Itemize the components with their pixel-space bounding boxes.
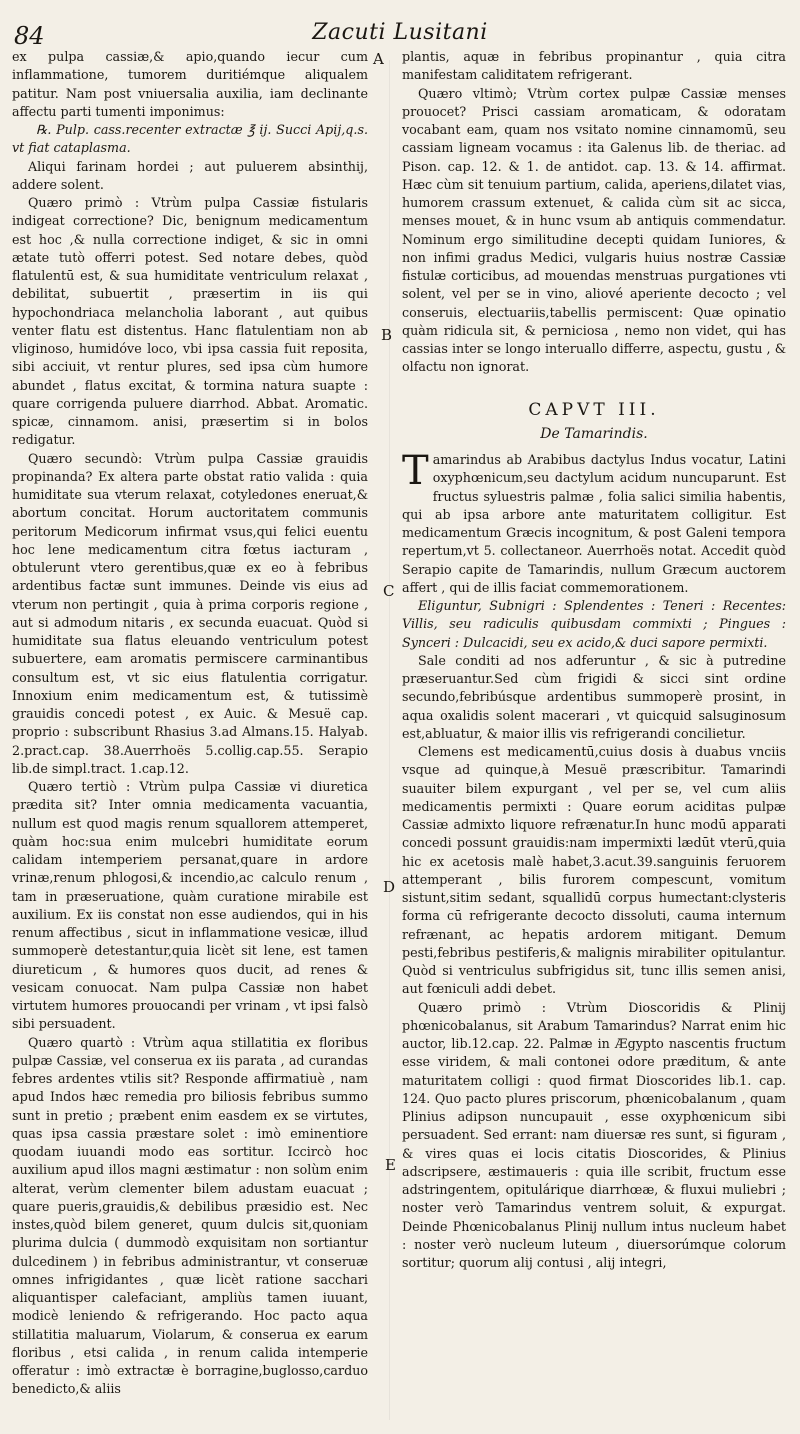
chapter-body	[402, 448, 786, 597]
running-title: Zacuti Lusitani	[312, 20, 488, 45]
chapter-subtitle: De Tamarindis.	[540, 425, 648, 442]
column-gutter	[389, 60, 390, 1420]
right-paragraph-7: Quæro primò : Vtrùm Dioscoridis & Plinij phœnicobalanus, sit Arabum Tamarindus? Narrat enim hic auctor, lib.12.cap. 22. Palmæ in Ægypto nascentis fructum esse viridem, & mali contonei odore præditum, & ante maturitatem colligi : quod firmat Dioscorides lib.1. cap. 124. Quo pacto plures priscorum, phœnicobalanum , quam Plinius adipson nuncupauit , esse oxyphœnicum sibi persuadent. Sed errant: nam diuersæ res sunt, si figuram , & vires quas ei locis citatis Dioscorides, & Plinius adscripsere, æstimaueris : quia ille scribit, fructum esse adstringentem, opitulárique diarrhœæ, & fluxui muliebri ; noster verò Tamarindus ventrem soluit, & expurgat. Deinde Phœnicobalanus Plinij nullum intus nucleum habet : noster verò nucleum luteum , diuersorúmque colorum sortitur; quorum alij contusi , alij integri,	[402, 999, 786, 1270]
prescription-line: ℞. Pulp. cass.recenter extractæ ℥ ij. Succi Apij,q.s. vt fiat cataplasma.	[12, 122, 368, 156]
left-paragraph-4: Quæro primò : Vtrùm pulpa Cassiæ fistularis indigeat correctione? Dic, benignum medicamentum est hoc ,& nulla correctione indiget, & sic in omni ætate tutò offerri potest. Sed notare debes, quòd flatulentū est, & sua humiditate ventriculum relaxat , debilitat, subuertit , præsertim in iis qui hypochondriaca melancholia laborant , aut quibus venter flatu est distentus. Hanc flatulentiam non ab vliginoso, humidóve loco, vbi ipsa cassia fuit reposita, sibi acciuit, vt rentur plures, sed ipsa cùm humore abundet , flatus excitat, & tormina natura suapte : quare corrigenda puluere diarrhod. Abbat. Aromatic. spicæ, cinnamom. anisi, præsertim si in bolos redigatur.	[12, 195, 368, 448]
left-paragraph-6: Quæro tertiò : Vtrùm pulpa Cassiæ vi diuretica prædita sit? Inter omnia medicamenta vacuantia, nullum est quod magis renum squallorem attemperet, quàm hoc:sua enim mulcebri humiditate eorum calidam intemperiem persanat,quare in ardore vrinæ,renum phlogosi,& incendio,ac calculo renum , tam in præseruatione, quàm curatione mirabile est auxilium. Ex iis constat non esse audiendos, qui in his renum affectibus , sicut in inflammatione vesicæ, illud summoperè detestantur,quia licèt sit lene, est tamen diureticum , & humores quos ducit, ad renes & vesicam conuocat. Nam pulpa Cassiæ non habet virtutem humores prouocandi per vrinam , vt ipsi falsò sibi persuadent.	[12, 779, 368, 1032]
margin-letter-c: C	[383, 582, 395, 600]
right-paragraph-3: Tamarindus ab Arabibus dactylus Indus vocatur, Latini oxyphœnicum,seu dactylum acidum nuncuparunt. Est fructus syluestris palmæ , folia salici similia habentis, qui ab ipsa arbore ante maturitatem colligitur. Est medicamentum Græcis incognitum, & post Galeni tempora repertum,vt 5. collectaneor. Auerrhoës notat. Accedit quòd Serapio capite de Tamarindis, nullum Græcum auctorem affert , qui de illis faciat commemorationem.	[402, 448, 786, 595]
margin-letter-a: A	[373, 50, 384, 68]
right-paragraph-4: Eliguntur, Subnigri : Splendentes : Teneri : Recentes: Villis, seu radiculis quibusdam commixti ; Pingues : Synceri : Dulcacidi, seu ex acido,& duci sapore permixti.	[402, 598, 786, 650]
right-paragraph-2: Quæro vltimò; Vtrùm cortex pulpæ Cassiæ menses prouocet? Prisci cassiam aromaticam, & odoratam vocabant eam, quam nos vsitato nomine cinnamomū, seu cassiam ligneam vocamus : ita Galenus lib. de theriac. ad Pison. cap. 12. & 1. de antidot. cap. 13. & 14. affirmat. Hæc cùm sit tenuium partium, calida, aperiens,dilatet vias, humorem crassum extenuet, & calida cùm sit ac sicca, menses mouet, & in hunc vsum ab antiquis commendatur. Nominum ergo similitudine decepti quidam Iuniores, & non infimi gradus Medici, vulgaris huius nostræ Cassiæ fistulæ corticibus, ad mouendas menstruas purgationes vti solent, vel per se in vino, aliové aperiente decocto ; vel conseruis, electuariis,tabellis permiscent: Quæ opinatio quàm ridicula sit, & perniciosa , nemo non videt, qui has cassias inter se longo interuallo differre, aspectu, gustu , & olfactu non ignorat.	[402, 85, 786, 375]
margin-letter-d: D	[383, 878, 396, 896]
left-paragraph-5: Quæro secundò: Vtrùm pulpa Cassiæ grauidis propinanda? Ex altera parte obstat ratio valida : quia humiditate sua vterum relaxat, cotyledones eneruat,& abortum concitat. Horum auctoritatem communis peritorum Medicorum infirmat vsus,qui felici euentu hoc lene medicamentum citra fœtus iacturam , obtulerunt vtero gerentibus,quæ ex eo à febribus ardentibus factæ sunt immunes. Deinde vis eius ad vterum non pertingit , quia à prima corporis regione , aut si admodum nitaris , ex secunda euacuat. Quòd si humiditate sua flatus eleuando ventriculum potest subuertere, eam aromatis permiscere carminantibus consultum est, vt sic eius flatulentia corrigatur. Innoxium enim medicamentum est, & tutissimè grauidis concedi potest , ex Auic. & Mesuë cap. proprio : subscribunt Rhasius 3.ad Almans.15. Halyab. 2.pract.cap. 38.Auerrhoës 5.collig.cap.55. Serapio lib.de simpl.tract. 1.cap.12.	[12, 450, 368, 776]
margin-letter-e: E	[385, 1156, 396, 1174]
right-column	[402, 48, 786, 1272]
left-paragraph-7: Quæro quartò : Vtrùm aqua stillatitia ex floribus pulpæ Cassiæ, vel conserua ex iis parata , ad curandas febres ardentes vtilis sit? Responde affirmatiuè , nam apud Indos hæc remedia pro biliosis febribus summo sunt in pretio ; præbent enim easdem ex se virtutes, quas ipsa cassia præstare solet : imò eminentiore quodam iuuandi modo eas sortitur. Iccircò hoc auxilium apud illos magni æstimatur : non solùm enim alterat, verùm clementer bilem adustam euacuat ; quare pueris,grauidis,& debilibus præsidio est. Nec instes,quòd bilem generet, quum dulcis sit,quoniam plurima dulcia ( dummodò exquisitam non sortiantur dulcedinem ) in febribus administrantur, vt conseruæ omnes infrigidantes , quæ licèt ratione sacchari aliquantisper calefaciant, ampliùs tamen iuuant, modicè leniendo & refrigerando. Hoc pacto aqua stillatitia maluarum, Violarum, & conserua ex earum floribus , etsi calida , in renum calida intemperie offeratur : imò extractæ è borragine,buglosso,carduo benedicto,& aliis	[12, 1034, 368, 1397]
right-paragraph-1: plantis, aquæ in febribus propinantur , quia citra manifestam caliditatem refrigerant.	[402, 49, 786, 83]
page-number: 84	[14, 22, 45, 50]
left-paragraph-3: Aliqui farinam hordei ; aut puluerem absinthij, addere solent.	[12, 158, 368, 192]
left-column	[12, 48, 368, 1399]
margin-letter-b: B	[381, 326, 393, 344]
chapter-title: CAPVT III.	[528, 399, 660, 420]
left-paragraph-1: ex pulpa cassiæ,& apio,quando iecur cum inflammatione, tumorem duritiémque aliqualem patitur. Nam post vniuersalia auxilia, iam declinante affectu parti tumenti imponimus:	[12, 49, 368, 119]
right-paragraph-6: Clemens est medicamentū,cuius dosis à duabus vnciis vsque ad quinque,à Mesuë præscribitur. Tamarindi suauiter bilem expurgant , vel per se, vel cum aliis medicamentis permixti : Quare eorum aciditas pulpæ Cassiæ admixto liquore refrænatur.In hunc modū apparati concedi possunt grauidis:nam impermixti lædūt vterū,quia hic ex acetosis malè habet,3.acut.39.sanguinis feruorem attemperant , bilis furorem compescunt, vomitum sistunt,sitim sedant, squallidū corpus humectant:clysteris forma cū refrigerante decocto dissoluti, cauma internum refrænant, ac hepatis ardorem mitigant. Demum pesti,febribus pestiferis,& malignis mirabiliter opitulantur. Quòd si ventriculus subfrigidus sit, tunc illis semen anisi, aut fœniculi addi debet.	[402, 744, 786, 997]
right-paragraph-5: Sale conditi ad nos adferuntur , & sic à putredine præseruantur.Sed cùm frigidi & sicci sint ordine secundo,febribúsque ardentibus summoperè prosint, in aqua oxalidis solent macerari , vt quicquid salsuginosum est,abluatur, & maior illis vis refrigerandi concilietur.	[402, 652, 786, 741]
